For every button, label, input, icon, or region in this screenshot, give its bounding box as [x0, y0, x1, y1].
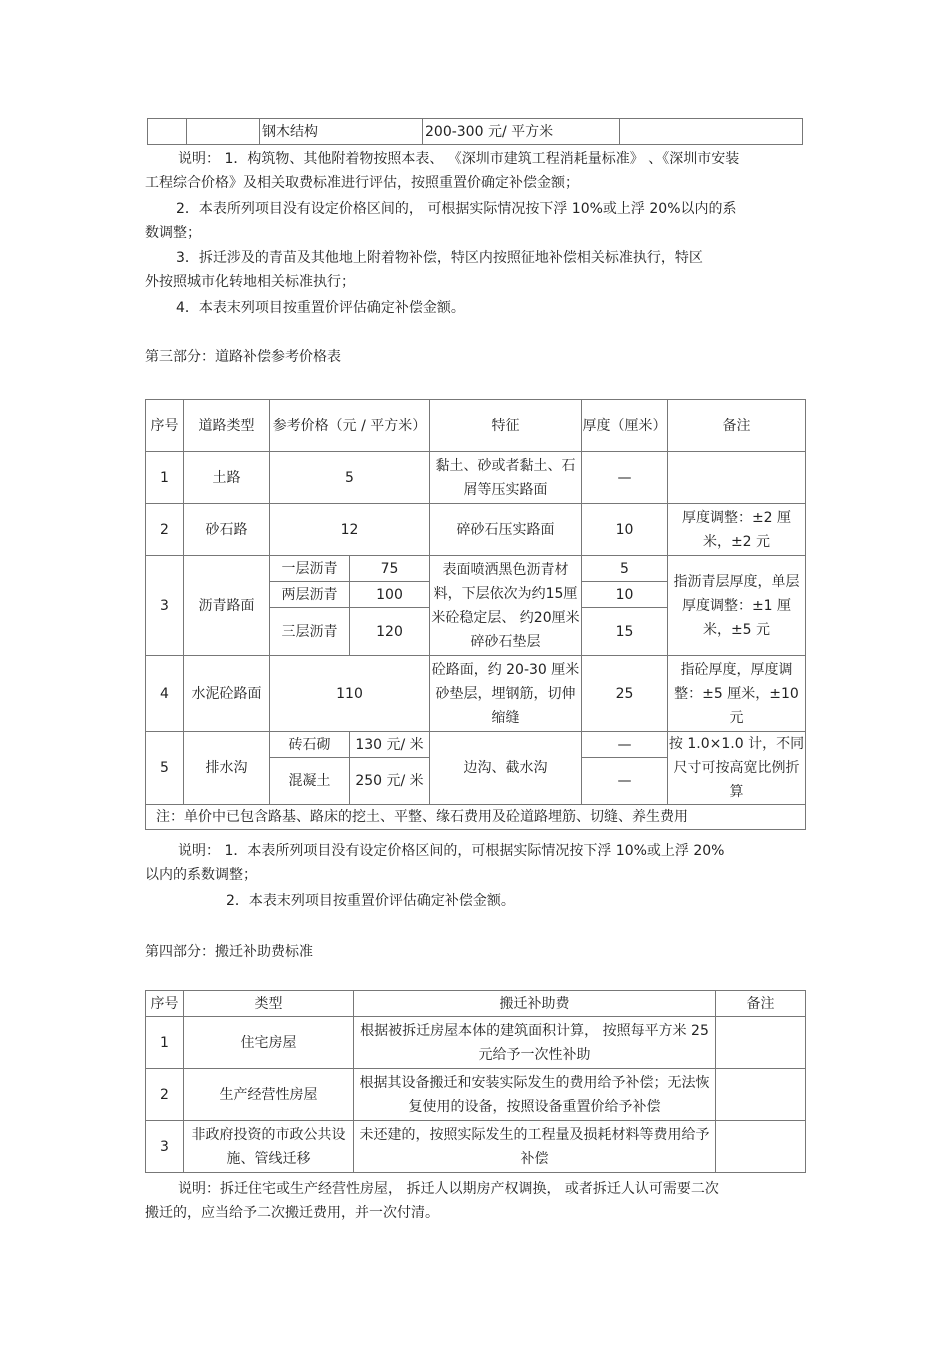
- p4-header-note: 备注: [716, 991, 806, 1017]
- row3-note: 指沥青层厚度，单层厚度调整：±1 厘米，±5 元: [668, 556, 806, 656]
- row5-sub2-thickness: —: [582, 758, 668, 805]
- p4-row2-fee: 根据其设备搬迁和安装实际发生的费用给予补偿；无法恢复使用的设备，按照设备重置价给予补偿: [354, 1069, 716, 1121]
- row2-price: 12: [270, 504, 430, 556]
- header-thickness: 厚度（厘米）: [582, 400, 668, 452]
- row2-thickness: 10: [582, 504, 668, 556]
- part3-note1: 说明： 1．本表所列项目没有设定价格区间的，可根据实际情况按下浮 10%或上浮 20%: [178, 843, 725, 859]
- table-row: [146, 452, 806, 504]
- row3-sub2-price: 100: [350, 582, 430, 608]
- part3-note3: 2．本表末列项目按重置价评估确定补偿金额。: [226, 893, 515, 909]
- part4-note2: 搬迁的，应当给予二次搬迁费用，并一次付清。: [145, 1205, 439, 1221]
- row1-price: 5: [270, 452, 430, 504]
- table-row: [146, 1069, 806, 1121]
- row3-sub3-name: 三层沥青: [270, 608, 350, 656]
- row1-no: 1: [146, 452, 184, 504]
- table-row: [146, 556, 806, 582]
- p4-header-type: 类型: [184, 991, 354, 1017]
- row4-feature: 砼路面，约 20-30 厘米砂垫层，埋钢筋，切伸缩缝: [430, 656, 582, 732]
- row5-feature: 边沟、截水沟: [430, 732, 582, 805]
- note2-line1: 说明： 1．构筑物、其他附着物按照本表、 《深圳市建筑工程消耗量标准》 、《深圳市安装: [178, 151, 740, 167]
- p4-row2-no: 2: [146, 1069, 184, 1121]
- top-cell-2: [187, 119, 260, 145]
- row3-type: 沥青路面: [184, 556, 270, 656]
- top-cell-5: [620, 119, 803, 145]
- header-no: 序号: [146, 400, 184, 452]
- relocation-table: [145, 990, 806, 1173]
- header-note: 备注: [668, 400, 806, 452]
- p4-header-no: 序号: [146, 991, 184, 1017]
- note2-line2: 工程综合价格》及相关取费标准进行评估，按照重置价确定补偿金额；: [145, 175, 579, 191]
- part4-title: 第四部分：搬迁补助费标准: [145, 944, 313, 960]
- note2-line7: 4．本表末列项目按重置价评估确定补偿金额。: [176, 300, 465, 316]
- p4-row3-no: 3: [146, 1121, 184, 1173]
- p4-row1-note: [716, 1017, 806, 1069]
- row2-feature: 碎砂石压实路面: [430, 504, 582, 556]
- top-cell-1: [148, 119, 187, 145]
- part3-title: 第三部分：道路补偿参考价格表: [145, 349, 341, 365]
- table-row: [146, 1017, 806, 1069]
- row5-sub1-price: 130 元/ 米: [350, 732, 430, 758]
- p4-row3-fee: 未还建的，按照实际发生的工程量及损耗材料等费用给予补偿: [354, 1121, 716, 1173]
- row2-note: 厚度调整：±2 厘米，±2 元: [668, 504, 806, 556]
- row5-sub2-price: 250 元/ 米: [350, 758, 430, 805]
- header-feature: 特征: [430, 400, 582, 452]
- p4-row3-type: 非政府投资的市政公共设施、管线迁移: [184, 1121, 354, 1173]
- row4-no: 4: [146, 656, 184, 732]
- table-footnote: 注：单价中已包含路基、路床的挖土、平整、缘石费用及砼道路埋筋、切缝、养生费用: [146, 805, 806, 830]
- row3-feature: 表面喷洒黑色沥青材料，下层依次为约15厘米砼稳定层、 约20厘米碎砂石垫层: [430, 556, 582, 656]
- row1-type: 土路: [184, 452, 270, 504]
- row3-sub2-thickness: 10: [582, 582, 668, 608]
- row2-no: 2: [146, 504, 184, 556]
- header-price: 参考价格（元 / 平方米）: [270, 400, 430, 452]
- p4-header-fee: 搬迁补助费: [354, 991, 716, 1017]
- header-type: 道路类型: [184, 400, 270, 452]
- row5-sub1-thickness: —: [582, 732, 668, 758]
- row3-no: 3: [146, 556, 184, 656]
- p4-row2-type: 生产经营性房屋: [184, 1069, 354, 1121]
- row2-type: 砂石路: [184, 504, 270, 556]
- note2-line5: 3．拆迁涉及的青苗及其他地上附着物补偿，特区内按照征地补偿相关标准执行，特区: [176, 250, 703, 266]
- p4-row1-no: 1: [146, 1017, 184, 1069]
- row3-sub1-thickness: 5: [582, 556, 668, 582]
- row4-price: 110: [270, 656, 430, 732]
- row1-note: [668, 452, 806, 504]
- row5-sub1-name: 砖石砌: [270, 732, 350, 758]
- row4-thickness: 25: [582, 656, 668, 732]
- row1-thickness: —: [582, 452, 668, 504]
- row3-sub3-thickness: 15: [582, 608, 668, 656]
- note2-line3: 2．本表所列项目没有设定价格区间的， 可根据实际情况按下浮 10%或上浮 20%以内的系: [176, 201, 737, 217]
- p4-row3-note: [716, 1121, 806, 1173]
- row5-sub2-name: 混凝土: [270, 758, 350, 805]
- row3-sub3-price: 120: [350, 608, 430, 656]
- part4-note1: 说明：拆迁住宅或生产经营性房屋， 拆迁人以期房产权调换， 或者拆迁人认可需要二次: [178, 1181, 719, 1197]
- row4-note: 指砼厚度，厚度调整：±5 厘米，±10元: [668, 656, 806, 732]
- p4-row1-type: 住宅房屋: [184, 1017, 354, 1069]
- table-row: [146, 656, 806, 732]
- row5-type: 排水沟: [184, 732, 270, 805]
- road-price-table: [145, 399, 806, 830]
- table-row: [146, 732, 806, 758]
- part3-note2: 以内的系数调整；: [145, 867, 257, 883]
- table-row: [146, 504, 806, 556]
- note2-line6: 外按照城市化转地相关标准执行；: [145, 274, 355, 290]
- row5-no: 5: [146, 732, 184, 805]
- top-cell-3: 钢木结构: [260, 119, 423, 145]
- row3-sub1-price: 75: [350, 556, 430, 582]
- table-row: [146, 1121, 806, 1173]
- note2-line4: 数调整；: [145, 225, 201, 241]
- row3-sub1-name: 一层沥青: [270, 556, 350, 582]
- row4-type: 水泥砼路面: [184, 656, 270, 732]
- row1-feature: 黏土、砂或者黏土、石屑等压实路面: [430, 452, 582, 504]
- row3-sub2-name: 两层沥青: [270, 582, 350, 608]
- p4-row1-fee: 根据被拆迁房屋本体的建筑面积计算， 按照每平方米 25 元给予一次性补助: [354, 1017, 716, 1069]
- row5-note: 按 1.0×1.0 计，不同尺寸可按高宽比例折算: [668, 732, 806, 805]
- top-table: [147, 118, 803, 145]
- top-cell-4: 200-300 元/ 平方米: [423, 119, 620, 145]
- p4-row2-note: [716, 1069, 806, 1121]
